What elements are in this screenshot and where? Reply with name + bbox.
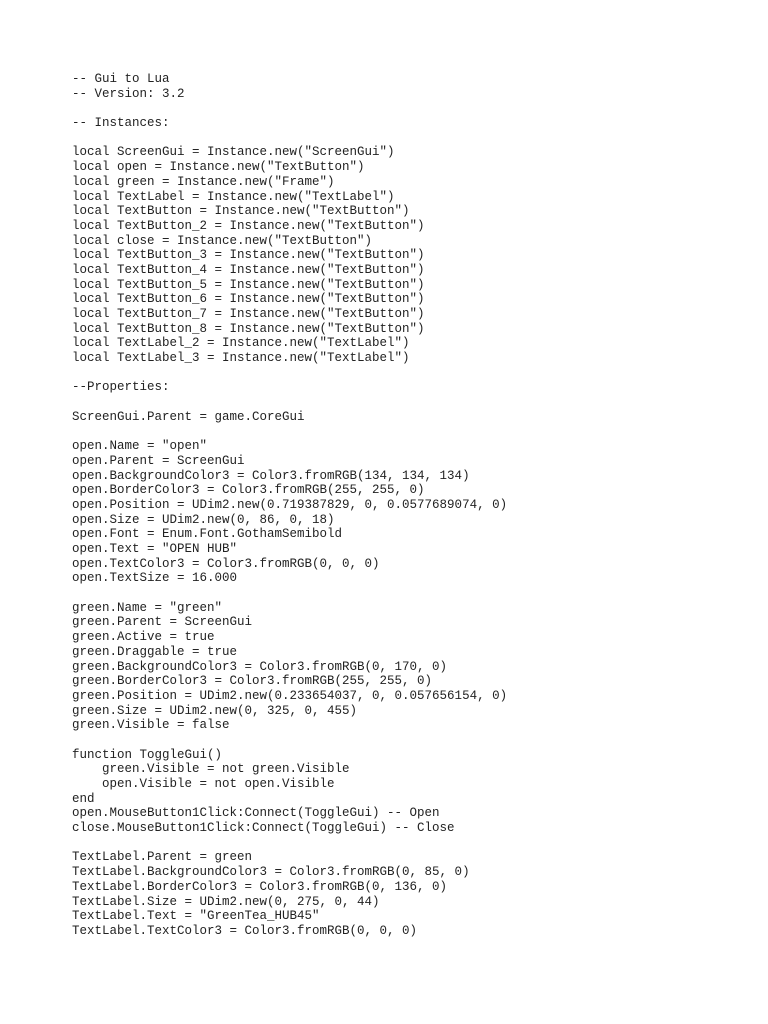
code-line: local TextButton_7 = Instance.new("TextButton") [72,307,425,321]
code-line [72,586,507,601]
code-line: open.BackgroundColor3 = Color3.fromRGB(134, 134, 134) [72,468,470,483]
code-line: -- Gui to Lua [72,72,170,86]
code-line: local TextButton_6 = Instance.new("TextButton") [72,292,425,307]
code-line: -- Version: 3.2 [72,86,185,101]
code-line: ScreenGui.Parent = game.CoreGui [72,409,305,424]
code-line: local TextButton_2 = Instance.new("TextButton") [72,218,425,233]
code-line: TextLabel.Parent = green [72,850,253,865]
code-line: -- Instances: [72,116,170,131]
code-line [72,366,507,381]
code-line: open.TextColor3 = Color3.fromRGB(0, 0, 0) [72,556,380,571]
code-line: local open = Instance.new("TextButton") [72,160,365,175]
code-line: green.Position = UDim2.new(0.233654037, 0, 0.057656154, 0) [72,688,508,703]
code-line: TextLabel.TextColor3 = Color3.fromRGB(0, 0, 0) [72,923,418,938]
code-line: green.Name = "green" [72,600,223,615]
code-line: TextLabel.Text = "GreenTea_HUB45" [72,909,320,924]
code-line [72,733,507,748]
code-line: open.Text = "OPEN HUB" [72,542,238,556]
code-line: green.Visible = false [72,718,230,733]
code-line [72,131,507,146]
code-line: local TextLabel_2 = Instance.new("TextLabel") [72,336,410,351]
code-line: green.Visible = not green.Visible [72,762,350,777]
code-line: TextLabel.BorderColor3 = Color3.fromRGB(0, 136, 0) [72,879,448,894]
code-line: green.BorderColor3 = Color3.fromRGB(255, 255, 0) [72,674,433,689]
code-line: close.MouseButton1Click:Connect(ToggleGui) -- Close [72,821,455,836]
code-line: open.Visible = not open.Visible [72,777,335,791]
code-line: green.BackgroundColor3 = Color3.fromRGB(0, 170, 0) [72,659,448,674]
code-line [72,101,507,116]
code-line [72,425,507,440]
code-line: function ToggleGui() [72,747,223,762]
code-line: local ScreenGui = Instance.new("ScreenGui") [72,145,395,160]
code-line: open.Font = Enum.Font.GothamSemibold [72,527,343,542]
code-line: open.MouseButton1Click:Connect(ToggleGui) -- Open [72,806,440,821]
code-line: local TextLabel_3 = Instance.new("TextLabel") [72,351,410,366]
code-listing [72,72,507,939]
code-line [72,836,507,851]
code-line: open.Name = "open" [72,439,208,454]
code-line: TextLabel.Size = UDim2.new(0, 275, 0, 44) [72,894,380,909]
code-line: local TextButton_5 = Instance.new("TextButton") [72,277,425,292]
code-line: TextLabel.BackgroundColor3 = Color3.fromRGB(0, 85, 0) [72,865,470,880]
code-line: end [72,791,95,806]
code-line: open.Position = UDim2.new(0.719387829, 0, 0.0577689074, 0) [72,497,508,512]
code-line: local green = Instance.new("Frame") [72,174,335,189]
code-line: local close = Instance.new("TextButton") [72,233,373,248]
code-line: open.BorderColor3 = Color3.fromRGB(255, 255, 0) [72,483,425,498]
code-line: local TextLabel = Instance.new("TextLabel") [72,189,395,204]
code-line: green.Size = UDim2.new(0, 325, 0, 455) [72,703,358,718]
code-line: local TextButton_4 = Instance.new("TextButton") [72,262,425,277]
code-line [72,395,507,410]
code-line: --Properties: [72,380,170,395]
code-line: green.Active = true [72,630,215,645]
code-line: open.Size = UDim2.new(0, 86, 0, 18) [72,512,335,527]
code-line: local TextButton = Instance.new("TextButton") [72,204,410,219]
code-line: green.Parent = ScreenGui [72,615,253,630]
code-line: green.Draggable = true [72,644,238,659]
code-line: open.Parent = ScreenGui [72,453,245,468]
code-line: local TextButton_3 = Instance.new("TextButton") [72,248,425,263]
code-line: open.TextSize = 16.000 [72,571,238,586]
code-line: local TextButton_8 = Instance.new("TextButton") [72,321,425,336]
